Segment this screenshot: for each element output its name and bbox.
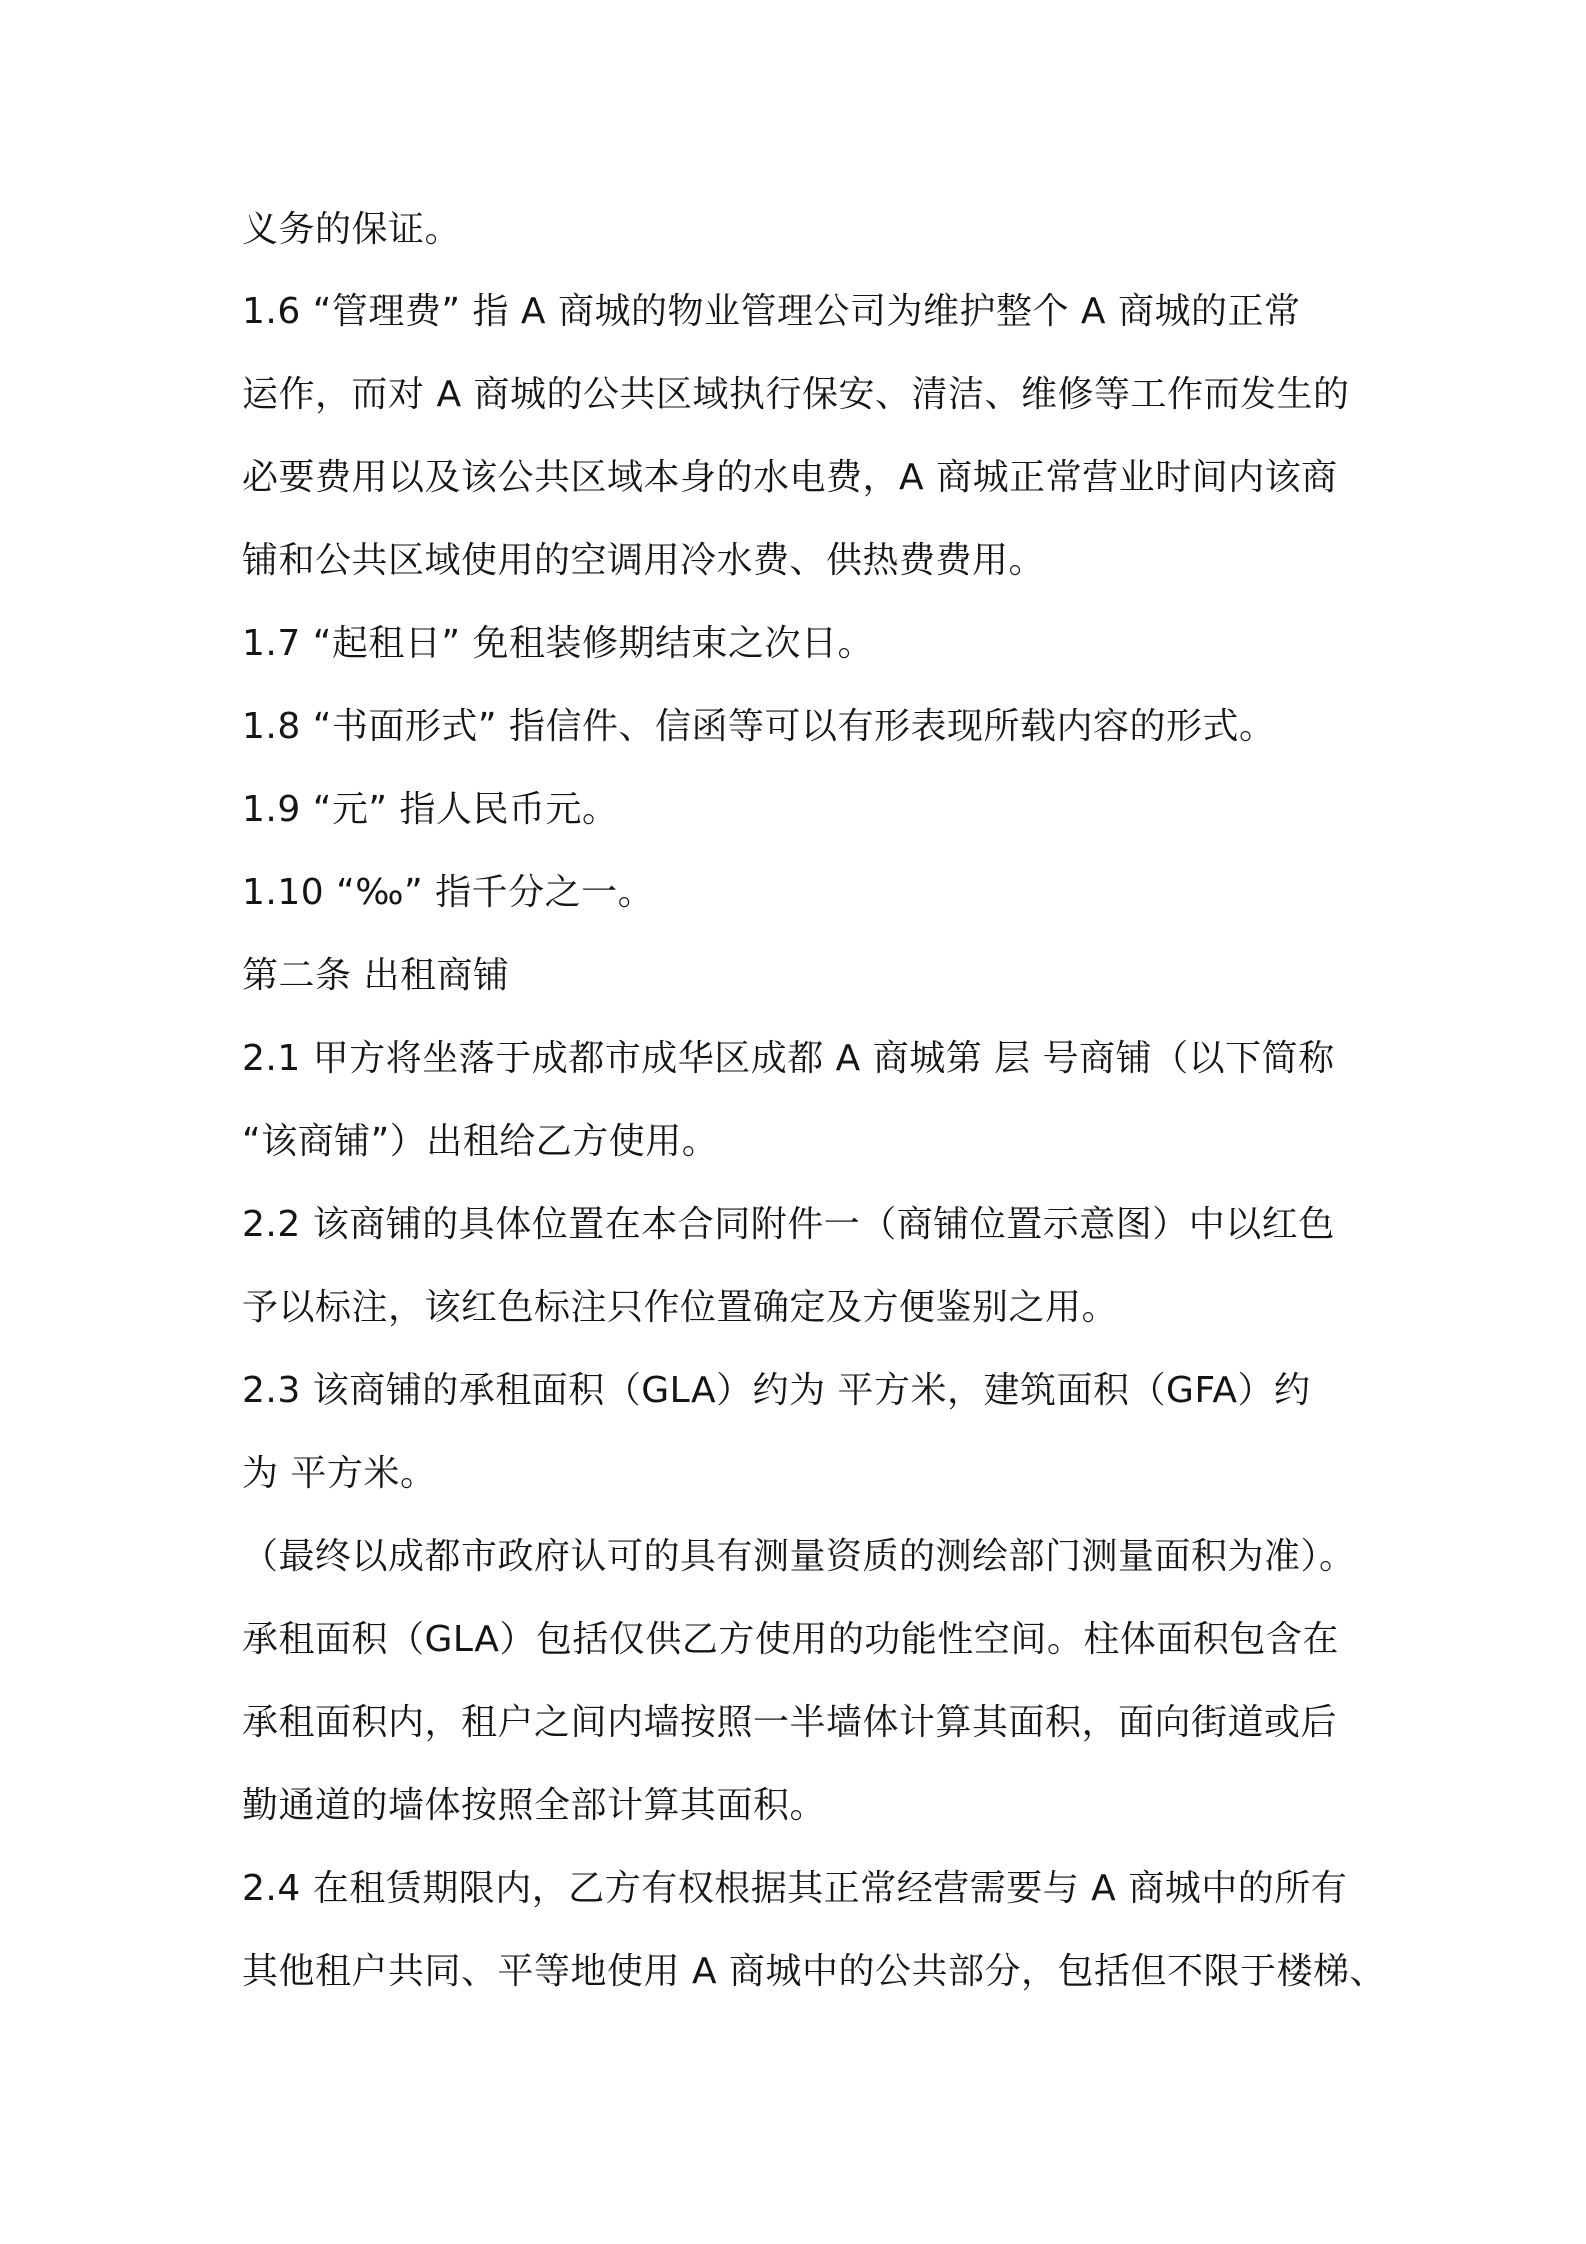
text-line: 其他租户共同、平等地使用 A 商城中的公共部分，包括但不限于楼梯、 (242, 1951, 1387, 1992)
text-line: 必要费用以及该公共区域本身的水电费，A 商城正常营业时间内该商 (242, 457, 1338, 498)
text-line: 义务的保证。 (242, 209, 462, 250)
text-line: 2.3 该商铺的承租面积（GLA）约为 平方米，建筑面积（GFA）约 (242, 1370, 1311, 1411)
text-line: 运作，而对 A 商城的公共区域执行保安、清洁、维修等工作而发生的 (242, 374, 1350, 415)
text-line: 承租面积内，租户之间内墙按照一半墙体计算其面积，面向街道或后 (242, 1702, 1338, 1743)
text-line: 1.10 “‰” 指千分之一。 (242, 872, 655, 913)
text-line: 2.2 该商铺的具体位置在本合同附件一（商铺位置示意图）中以红色 (242, 1204, 1335, 1245)
text-line: 勤通道的墙体按照全部计算其面积。 (242, 1785, 827, 1826)
text-line: 铺和公共区域使用的空调用冷水费、供热费费用。 (242, 540, 1046, 581)
text-line: 2.4 在租赁期限内，乙方有权根据其正常经营需要与 A 商城中的所有 (242, 1868, 1348, 1909)
text-line: 1.6 “管理费” 指 A 商城的物业管理公司为维护整个 A 商城的正常 (242, 291, 1301, 332)
text-line: 承租面积（GLA）包括仅供乙方使用的功能性空间。柱体面积包含在 (242, 1619, 1339, 1660)
text-line: 为 平方米。 (242, 1453, 437, 1494)
section-heading: 第二条 出租商铺 (242, 955, 510, 996)
text-line: 1.9 “元” 指人民币元。 (242, 789, 619, 830)
text-line: 1.7 “起租日” 免租装修期结束之次日。 (242, 623, 874, 664)
text-line: “该商铺”）出租给乙方使用。 (242, 1121, 719, 1162)
text-line: 2.1 甲方将坐落于成都市成华区成都 A 商城第 层 号商铺（以下简称 (242, 1038, 1335, 1079)
text-line: 予以标注，该红色标注只作位置确定及方便鉴别之用。 (242, 1287, 1119, 1328)
text-line: 1.8 “书面形式” 指信件、信函等可以有形表现所载内容的形式。 (242, 706, 1276, 747)
text-line: （最终以成都市政府认可的具有测量资质的测绘部门测量面积为准）。 (242, 1536, 1356, 1577)
